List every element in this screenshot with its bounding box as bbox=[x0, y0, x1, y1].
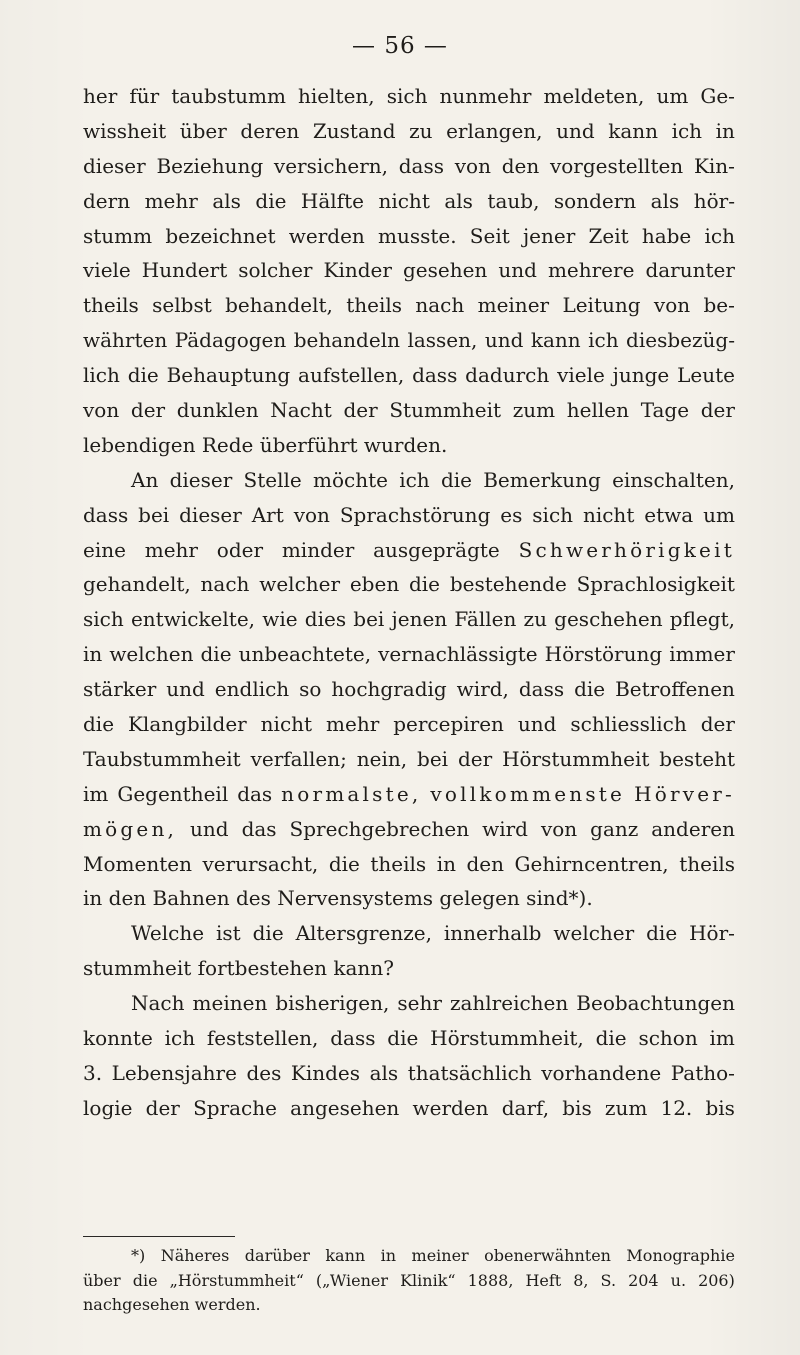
footnote-divider bbox=[83, 1236, 235, 1237]
text-line: sich entwickelte, wie dies bei jenen Fällen zu geschehen pflegt, bbox=[83, 607, 735, 632]
footnote-line: nachgesehen werden. bbox=[83, 1295, 261, 1314]
main-text bbox=[83, 79, 735, 1126]
text-line: dass bei dieser Art von Sprachstörung es sich nicht etwa um bbox=[83, 502, 735, 527]
text-line: lebendigen Rede überführt wurden. bbox=[83, 432, 448, 457]
text-line: her für taubstumm hielten, sich nunmehr meldeten, um Ge- bbox=[83, 84, 735, 108]
text-line: dern mehr als die Hälfte nicht als taub, sondern als hör- bbox=[83, 188, 735, 213]
text-line: Welche ist die Altersgrenze, innerhalb welcher die Hör- bbox=[131, 921, 735, 946]
text-line: stumm bezeichnet werden musste. Seit jener Zeit habe ich bbox=[83, 223, 735, 248]
text-line: die Klangbilder nicht mehr percepiren und schliesslich der bbox=[83, 712, 735, 737]
text-line: dieser Beziehung versichern, dass von den vorgestellten Kin- bbox=[83, 153, 735, 178]
footnote-line: *) Näheres darüber kann in meiner obenerwähnten Monographie bbox=[131, 1246, 735, 1265]
text-line: lich die Behauptung aufstellen, dass dadurch viele junge Leute bbox=[83, 363, 735, 388]
text-line: in den Bahnen des Nervensystems gelegen sind*). bbox=[83, 886, 593, 911]
text-line: von der dunklen Nacht der Stummheit zum hellen Tage der bbox=[83, 398, 735, 423]
text-line: gehandelt, nach welcher eben die bestehende Sprachlosigkeit bbox=[83, 572, 735, 597]
text-line: in welchen die unbeachtete, vernachlässigte Hörstörung immer bbox=[83, 642, 735, 667]
text-line: 3. Lebensjahre des Kindes als thatsächlich vorhandene Patho- bbox=[83, 1060, 735, 1085]
text-line: stärker und endlich so hochgradig wird, dass die Betroffenen bbox=[83, 677, 735, 702]
page-number: — 56 — bbox=[352, 33, 448, 59]
text-line: mögen, und das Sprechgebrechen wird von ganz anderen bbox=[83, 816, 735, 841]
text-line: Momenten verursacht, die theils in den Gehirncentren, theils bbox=[83, 851, 735, 876]
text-line: im Gegentheil das normalste, vollkommenste Hörver- bbox=[83, 781, 735, 806]
text-line: Nach meinen bisherigen, sehr zahlreichen Beobachtungen bbox=[131, 991, 735, 1016]
text-line: konnte ich feststellen, dass die Hörstummheit, die schon im bbox=[83, 1026, 735, 1051]
text-line: logie der Sprache angesehen werden darf, bis zum 12. bis bbox=[83, 1095, 735, 1120]
text-line: theils selbst behandelt, theils nach meiner Leitung von be- bbox=[83, 293, 735, 318]
text-line: währten Pädagogen behandeln lassen, und kann ich diesbezüg- bbox=[83, 328, 735, 353]
text-line: An dieser Stelle möchte ich die Bemerkung einschalten, bbox=[131, 467, 735, 492]
text-line: stummheit fortbestehen kann? bbox=[83, 956, 394, 981]
text-line: Taubstummheit verfallen; nein, bei der Hörstummheit besteht bbox=[83, 746, 735, 771]
text-line: eine mehr oder minder ausgeprägte Schwerhörigkeit bbox=[83, 537, 735, 562]
footnote bbox=[83, 1244, 735, 1318]
footnote-line: über die „Hörstummheit“ („Wiener Klinik“ 1888, Heft 8, S. 204 u. 206) bbox=[83, 1270, 735, 1290]
text-line: wissheit über deren Zustand zu erlangen, und kann ich in bbox=[83, 118, 735, 143]
text-line: viele Hundert solcher Kinder gesehen und mehrere darunter bbox=[83, 258, 735, 283]
